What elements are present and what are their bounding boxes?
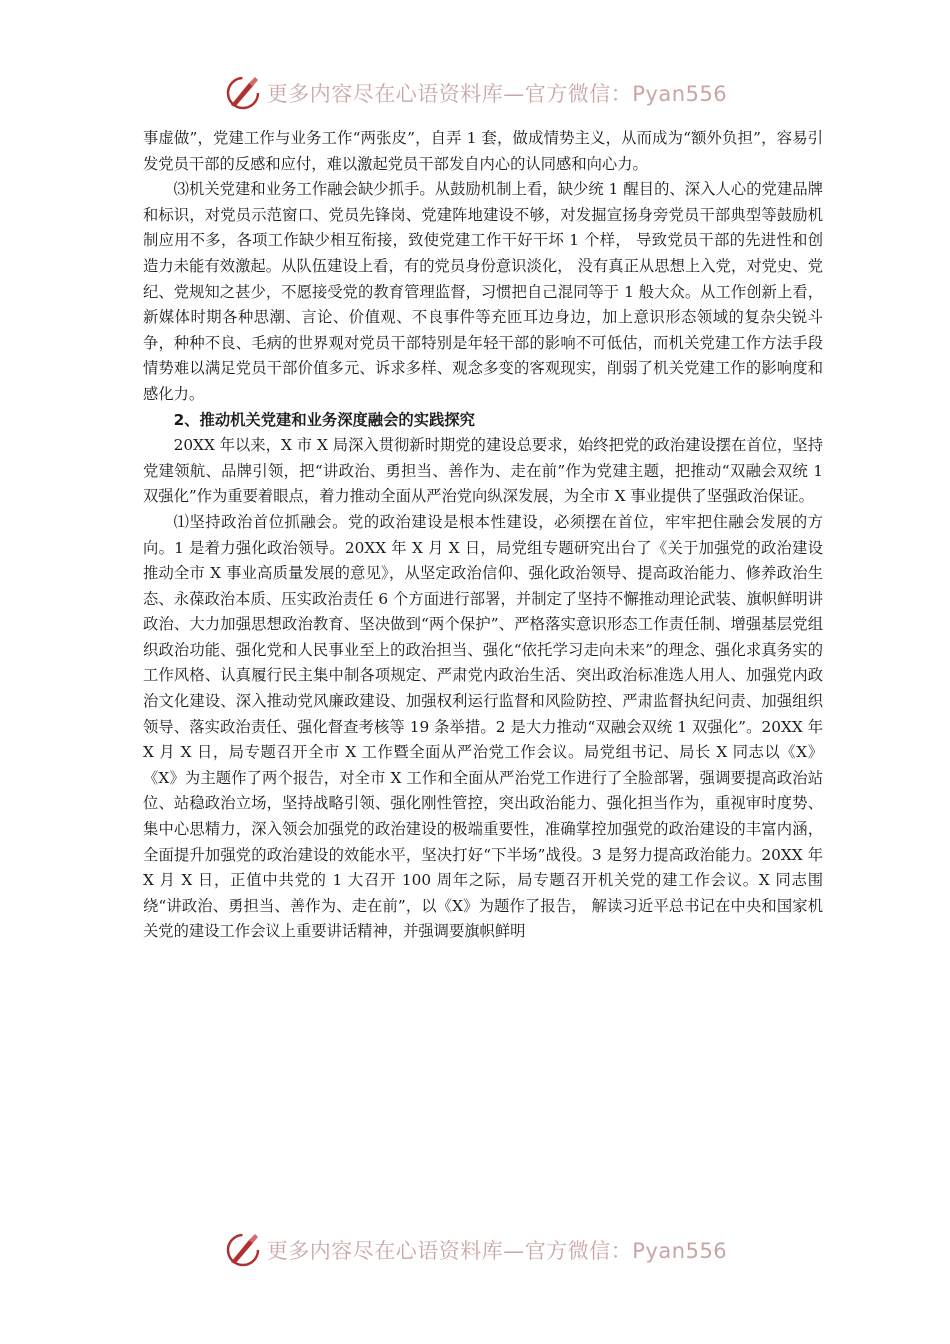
watermark-banner-top <box>0 68 950 118</box>
pen-logo-icon <box>223 73 263 113</box>
section-heading: 2、推动机关党建和业务深度融会的实践探究 <box>173 410 475 429</box>
document-body <box>143 126 823 945</box>
watermark-text-bottom: 更多内容尽在心语资料库—官方微信：Pyan556 <box>266 1239 728 1263</box>
watermark-banner-bottom <box>0 1225 950 1275</box>
paragraph-2: ⑶机关党建和业务工作融会缺少抓手。从鼓励机制上看，缺少统 1 醒目的、深入人心的党建品牌和标识，对党员示范窗口、党员先锋岗、党建阵地建设不够，对发掘宣扬身旁党员干部典型等鼓励机制应用不多，各项工作缺少相互衔接，致使党建工作干好干坏 1 个样， 导致党员干部的先进性和创造力未能有效激起。从队伍建设上看，有的党员身份意识淡化， 没有真正从思想上入党，对党史、党纪、党规知之甚少，不愿接受党的教育管理监督，习惯把自己混同等于 1 般大众。从工作创新上看，新媒体时期各种思潮、言论、价值观、不良事件等充匝耳边身边，加上意识形态领域的复杂尖锐斗争，种种不良、毛病的世界观对党员干部特别是年轻干部的影响不可低估，而机关党建工作方法手段情势难以满足党员干部价值多元、诉求多样、观念多变的客观现实，削弱了机关党建工作的影响度和感化力。 <box>143 180 823 403</box>
watermark-text-top: 更多内容尽在心语资料库—官方微信：Pyan556 <box>266 82 728 106</box>
paragraph-4: ⑴坚持政治首位抓融会。党的政治建设是根本性建设，必须摆在首位，牢牢把住融会发展的方向。1 是着力强化政治领导。20XX 年 X 月 X 日，局党组专题研究出台了《关于加强党的政治建设推动全市 X 事业高质量发展的意见》，从坚定政治信仰、强化政治领导、提高政治能力、修养政治生态、永葆政治本质、压实政治责任 6 个方面进行部署，并制定了坚持不懈推动理论武装、旗帜鲜明讲政治、大力加强思想政治教育、坚决做到“两个保护”、严格落实意识形态工作责任制、增强基层党组织政治功能、强化党和人民事业至上的政治担当、强化“依托学习走向未来”的理念、强化求真务实的工作风格、认真履行民主集中制各项规定、严肃党内政治生活、突出政治标准选人用人、加强党内政治文化建设、深入推动党风廉政建设、加强权利运行监督和风险防控、严肃监督执纪问责、加强组织领导、落实政治责任、强化督查考核等 19 条举措。2 是大力推动“双融会双统 1 双强化”。20XX 年 X 月 X 日，局专题召开全市 X 工作暨全面从严治党工作会议。局党组书记、局长 X 同志以《X》《X》为主题作了两个报告，对全市 X 工作和全面从严治党工作进行了全脸部署，强调要提高政治站位、站稳政治立场，坚持战略引领、强化刚性管控，突出政治能力、强化担当作为，重视审时度势、集中心思精力，深入领会加强党的政治建设的极端重要性，准确掌控加强党的政治建设的丰富内涵，全面提升加强党的政治建设的效能水平，坚决打好“下半场”战役。3 是努力提高政治能力。20XX 年 X 月 X 日，正值中共党的 1 大召开 100 周年之际，局专题召开机关党的建工作会议。X 同志围绕“讲政治、勇担当、善作为、走在前”，以《X》为题作了报告， 解读习近平总书记在中央和国家机关党的建设工作会议上重要讲话精神，并强调要旗帜鲜明 <box>143 512 823 941</box>
paragraph-3: 20XX 年以来，X 市 X 局深入贯彻新时期党的建设总要求，始终把党的政治建设摆在首位，坚持党建领航、品牌引领，把“讲政治、勇担当、善作为、走在前”作为党建主题，把推动“双融会双统 1 双强化”作为重要着眼点，着力推动全面从严治党向纵深发展，为全市 X 事业提供了坚强政治保证。 <box>143 436 823 506</box>
paragraph-1: 事虚做”，党建工作与业务工作“两张皮”，自弄 1 套，做成情势主义，从而成为“额外负担”，容易引发党员干部的反感和应付，难以激起党员干部发自内心的认同感和向心力。 <box>143 129 823 173</box>
pen-logo-icon <box>223 1230 263 1270</box>
